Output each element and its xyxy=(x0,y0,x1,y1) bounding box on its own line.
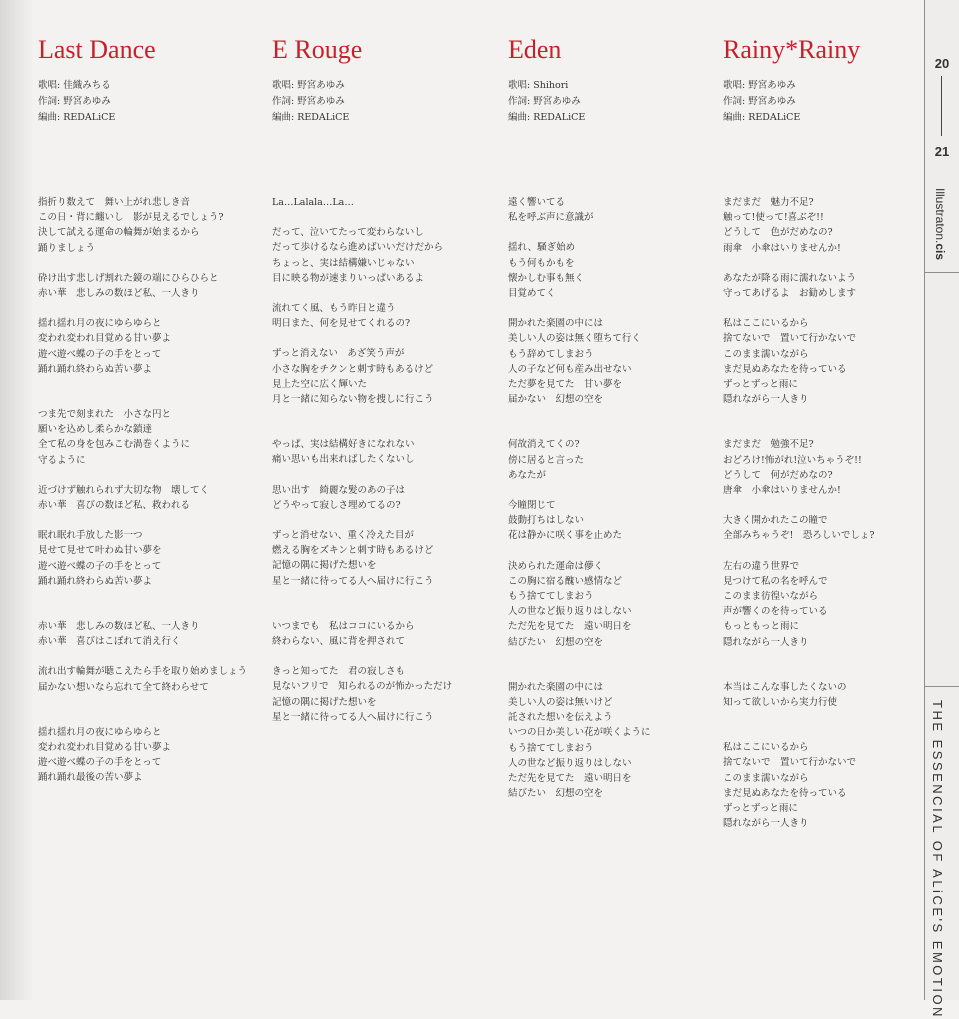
lyrics-stanza xyxy=(508,498,718,544)
lyric-line: 人の世など振り返りはしない xyxy=(508,757,632,769)
credit-line: 歌唱: 佳織みちる xyxy=(38,80,111,91)
lyric-line: ずっと消えない あざ笑う声が xyxy=(272,348,405,360)
lyrics-stanza xyxy=(38,725,248,786)
lyrics-stanza xyxy=(38,483,248,513)
credit-line: 歌唱: 野宮あゆみ xyxy=(723,80,796,91)
lyric-line: この胸に宿る醜い感情など xyxy=(508,575,623,587)
lyrics-stanza xyxy=(508,559,718,650)
lyric-line: 本当はこんな事したくないの xyxy=(723,681,847,693)
credit-line: 歌唱: 野宮あゆみ xyxy=(272,80,345,91)
page-number-left: 20 xyxy=(934,56,950,71)
lyric-line: 守るように xyxy=(38,454,86,466)
lyrics-stanza xyxy=(272,483,482,513)
lyrics-stanza xyxy=(508,316,718,407)
lyric-line: 見せて見せて叶わぬ甘い夢を xyxy=(38,545,162,557)
lyrics-stanza xyxy=(38,271,248,301)
lyrics-block xyxy=(38,195,248,786)
lyric-line: 捨てないで 置いて行かないで xyxy=(723,333,857,345)
credit-line: 作詞: 野宮あゆみ xyxy=(723,96,796,107)
lyric-line: ずっとずっと雨に xyxy=(723,379,798,391)
credit-line: 編曲: REDALiCE xyxy=(38,112,116,123)
credit-line: 編曲: REDALiCE xyxy=(508,112,586,123)
lyrics-stanza xyxy=(38,619,248,649)
song-credits xyxy=(38,78,248,138)
lyric-line: 遊べ遊べ蝶の子の手をとって xyxy=(38,348,162,360)
lyric-line: 指折り数えて 舞い上がれ悲しき音 xyxy=(38,197,191,208)
lyrics-stanza xyxy=(272,301,482,331)
lyric-line: 唐傘 小傘はいりませんか! xyxy=(723,485,841,497)
lyric-line: 星と一緒に待ってる人へ届けに行こう xyxy=(272,575,434,587)
song-title: Eden xyxy=(508,35,562,64)
lyric-line: まだまだ 勉強不足? xyxy=(723,439,814,451)
credit-line: 編曲: REDALiCE xyxy=(272,112,350,123)
lyrics-stanza xyxy=(723,271,933,301)
lyric-line: 私を呼ぶ声に意識が xyxy=(508,212,594,224)
lyric-line: ずっと消せない、重く冷えた目が xyxy=(272,530,414,542)
lyric-line: いつまでも 私はココにいるから xyxy=(272,620,415,632)
illustration-artist: cis xyxy=(933,243,947,261)
lyrics-stanza xyxy=(272,195,482,210)
lyric-line: まだまだ 魅力不足? xyxy=(723,197,814,208)
lyric-line: 私はここにいるから xyxy=(723,318,809,330)
lyric-line: 隠れながら一人きり xyxy=(723,818,809,830)
lyric-line: 変われ変われ目覚める甘い夢よ xyxy=(38,742,172,754)
lyric-line: 明日また、何を見せてくれるの? xyxy=(272,318,411,330)
lyric-line: 月と一緒に知らない物を捜しに行こう xyxy=(272,394,434,406)
lyrics-stanza xyxy=(272,528,482,589)
illustration-credit xyxy=(933,188,947,260)
lyric-line: 傍に居ると言った xyxy=(508,454,585,466)
lyric-line: 懐かしむ事も無く xyxy=(508,272,585,284)
lyric-line: もう辞めてしまおう xyxy=(508,348,594,360)
lyric-line: 鼓動打ちはしない xyxy=(508,515,585,527)
song-credits xyxy=(272,78,482,138)
lyrics-stanza xyxy=(723,437,933,498)
lyric-line: 捨てないで 置いて行かないで xyxy=(723,757,857,769)
lyrics-stanza xyxy=(508,240,718,301)
lyric-line: 砕け出す悲しげ割れた鏡の端にひらひらと xyxy=(38,272,219,284)
lyrics-block xyxy=(508,195,718,802)
lyric-line: 花は静かに咲く事を止めた xyxy=(508,530,623,542)
lyrics-stanza xyxy=(723,740,933,831)
lyric-line: 声が響くのを待っている xyxy=(723,606,828,618)
lyric-line: 痛い思いも出来ればしたくないし xyxy=(272,454,415,466)
lyric-line: 揺れ揺れ月の夜にゆらゆらと xyxy=(38,726,162,738)
credit-line: 作詞: 野宮あゆみ xyxy=(272,96,345,107)
lyric-line: 遊べ遊べ蝶の子の手をとって xyxy=(38,757,162,769)
lyric-line: 大きく開かれたこの瞳で xyxy=(723,515,828,527)
lyric-line: このまま濡いながら xyxy=(723,348,809,360)
lyric-line: 知って欲しいから実力行使 xyxy=(723,697,838,709)
side-strip xyxy=(924,0,959,1019)
lyric-line: 人の子など何も産み出せない xyxy=(508,363,632,375)
lyric-line: 流れてく風、もう昨日と違う xyxy=(272,303,396,315)
lyric-line: 触って!使って!喜ぶぞ!! xyxy=(723,212,824,224)
lyric-line: 目に映る物が速まりいっぱいあるよ xyxy=(272,272,425,284)
lyrics-stanza xyxy=(38,316,248,377)
lyric-line: 目覚めてく xyxy=(508,288,556,300)
credit-line: 作詞: 野宮あゆみ xyxy=(38,96,111,107)
song-column xyxy=(508,34,718,817)
lyric-line: 記憶の隅に掲げた想いを xyxy=(272,560,377,572)
lyric-line: 人の世など振り返りはしない xyxy=(508,606,632,618)
lyric-line: 全部みちゃうぞ! 恐ろしいでしょ? xyxy=(723,530,875,542)
lyric-line: だって、泣いてたって変わらないし xyxy=(272,227,424,239)
lyric-line: 託された想いを伝えよう xyxy=(508,712,613,724)
lyric-line: どうやって寂しさ埋めてるの? xyxy=(272,499,401,511)
lyrics-stanza xyxy=(508,680,718,802)
lyrics-block xyxy=(272,195,482,725)
lyric-line: 小さな胸をチクンと刺す時もあるけど xyxy=(272,363,434,375)
lyric-line: 踊れ踊れ終わらぬ苦い夢よ xyxy=(38,575,153,587)
lyric-line: 見つけて私の名を呼んで xyxy=(723,575,828,587)
lyric-line: このまま濡いながら xyxy=(723,772,809,784)
lyric-line: ただ先を見てた 遠い明日を xyxy=(508,773,632,785)
lyric-line: 隠れながら一人きり xyxy=(723,394,809,406)
lyric-line: 全て私の身を包みこむ渦巻くように xyxy=(38,439,191,451)
lyric-line: もっともっと雨に xyxy=(723,621,800,633)
lyric-line: 変われ変われ目覚める甘い夢よ xyxy=(38,333,172,345)
lyric-line: 決められた運命は儚く xyxy=(508,560,604,572)
lyric-line: 今瞳閉じて xyxy=(508,500,556,512)
lyric-line: 遠く響いてる xyxy=(508,197,566,208)
lyrics-stanza xyxy=(272,225,482,286)
lyric-line: La…Lalala…La… xyxy=(272,197,354,208)
series-title: THE ESSENCIAL OF ALiCE'S EMOTION xyxy=(930,700,945,1019)
lyrics-stanza xyxy=(272,346,482,407)
lyrics-stanza xyxy=(272,664,482,725)
lyric-line: やっぱ、実は結構好きになれない xyxy=(272,439,415,451)
lyrics-stanza xyxy=(38,664,248,694)
lyric-line: 左右の違う世界で xyxy=(723,560,800,572)
lyrics-stanza xyxy=(723,195,933,256)
lyric-line: あなたが xyxy=(508,469,547,481)
lyric-line: 踊れ踊れ最後の苦い夢よ xyxy=(38,772,143,784)
lyric-line: 赤い華 喜びはこぼれて消え行く xyxy=(38,636,181,648)
lyric-line: 燃える胸をズキンと刺す時もあるけど xyxy=(272,545,434,557)
lyric-line: 届かない想いなら忘れて全て終わらせて xyxy=(38,681,209,693)
song-column xyxy=(38,34,248,801)
lyrics-stanza xyxy=(723,680,933,710)
lyric-line: 守ってあげるよ お勧めします xyxy=(723,288,857,300)
lyrics-stanza xyxy=(723,316,933,407)
strip-divider xyxy=(925,686,959,687)
lyric-line: 流れ出す輪舞が聴こえたら手を取り始めましょう xyxy=(38,666,248,678)
lyric-line: まだ見ぬあなたを待っている xyxy=(723,363,847,375)
lyric-line: 見ないフリで 知られるのが怖かっただけ xyxy=(272,681,453,693)
lyric-line: 美しい人の姿は無いけど xyxy=(508,697,613,709)
lyrics-stanza xyxy=(38,195,248,256)
lyric-line: 届かない 幻想の空を xyxy=(508,394,604,406)
lyric-line: もう何もかもを xyxy=(508,257,575,269)
page-number-right: 21 xyxy=(934,144,950,159)
lyric-line: きっと知ってた 君の寂しさも xyxy=(272,666,406,678)
lyric-line: もう捨ててしまおう xyxy=(508,742,594,754)
lyric-line: 願いを込めし柔らかな鎖達 xyxy=(38,424,153,436)
lyric-line: ずっとずっと雨に xyxy=(723,803,798,815)
lyric-line: 結びたい 幻想の空を xyxy=(508,788,604,800)
lyric-line: 揺れ揺れ月の夜にゆらゆらと xyxy=(38,318,162,330)
lyric-line: 隠れながら一人きり xyxy=(723,636,809,648)
song-title: Rainy*Rainy xyxy=(723,35,861,64)
lyrics-stanza xyxy=(508,195,718,225)
lyrics-stanza xyxy=(38,528,248,589)
lyric-line: 何故消えてくの? xyxy=(508,439,580,451)
song-title: Last Dance xyxy=(38,35,156,64)
song-column xyxy=(272,34,482,740)
lyric-line: このまま彷徨いながら xyxy=(723,591,819,603)
lyric-line: 赤い華 悲しみの数ほど私、一人きり xyxy=(38,288,200,300)
lyric-line: ただ夢を見てた 甘い夢を xyxy=(508,379,623,391)
credit-line: 作詞: 野宮あゆみ xyxy=(508,96,581,107)
lyric-line: だって歩けるなら進めばいいだけだから xyxy=(272,242,444,254)
song-title: E Rouge xyxy=(272,35,363,64)
lyrics-stanza xyxy=(723,559,933,650)
lyric-line: 揺れ、騒ぎ始め xyxy=(508,242,576,254)
credit-line: 編曲: REDALiCE xyxy=(723,112,801,123)
lyric-line: 眠れ眠れ手放した影一つ xyxy=(38,530,143,542)
lyric-line: つま先で刻まれた 小さな円と xyxy=(38,409,172,421)
lyric-line: 星と一緒に待ってる人へ届けに行こう xyxy=(272,711,434,723)
lyric-line: いつの日か美しい花が咲くように xyxy=(508,727,651,739)
lyrics-stanza xyxy=(272,619,482,649)
lyric-line: 踊りましょう xyxy=(38,242,96,254)
lyric-line: まだ見ぬあなたを待っている xyxy=(723,787,847,799)
song-column xyxy=(723,34,933,847)
lyric-line: 開かれた楽園の中には xyxy=(508,318,604,330)
lyric-line: どうして 色がだめなの? xyxy=(723,227,833,239)
lyric-line: 赤い華 悲しみの数ほど私、一人きり xyxy=(38,621,200,633)
credit-line: 歌唱: Shihori xyxy=(508,80,569,91)
lyric-line: 思い出す 綺麗な髪のあの子は xyxy=(272,484,406,496)
lyric-line: 近づけず触れられず大切な物 壊してく xyxy=(38,484,210,496)
lyric-line: 見上た空に広く輝いた xyxy=(272,378,368,390)
lyrics-block xyxy=(723,195,933,832)
lyric-line: 終わらない、風に背を押されて xyxy=(272,636,406,648)
lyric-line: ちょっと、実は結構嫌いじゃない xyxy=(272,257,415,269)
page-number-divider xyxy=(941,76,942,136)
lyric-line: 決して試える運命の輪舞が始まるから xyxy=(38,227,200,239)
illustration-label: Illustraton. xyxy=(933,188,947,244)
song-credits xyxy=(723,78,933,138)
lyric-line: 赤い華 喜びの数ほど私、救われる xyxy=(38,500,191,512)
lyric-line: 私はここにいるから xyxy=(723,742,809,754)
strip-divider xyxy=(925,272,959,273)
lyric-line: 踊れ踊れ終わらぬ苦い夢よ xyxy=(38,363,153,375)
lyric-line: あなたが降る雨に濡れないよう xyxy=(723,272,857,284)
lyric-line: どうして 何がだめなの? xyxy=(723,469,833,481)
lyric-line: 遊べ遊べ蝶の子の手をとって xyxy=(38,560,162,572)
lyric-line: ただ先を見てた 遠い明日を xyxy=(508,621,632,633)
lyrics-stanza xyxy=(723,513,933,543)
lyrics-stanza xyxy=(38,407,248,468)
lyric-line: 美しい人の姿は無く堕ちて行く xyxy=(508,333,641,345)
lyric-line: 開かれた楽園の中には xyxy=(508,681,604,693)
lyrics-stanza xyxy=(272,437,482,467)
lyric-line: この日・背に纏いし 影が見えるでしょう? xyxy=(38,212,224,224)
lyric-line: 記憶の隅に掲げた想いを xyxy=(272,696,377,708)
lyric-line: 結びたい 幻想の空を xyxy=(508,636,604,648)
lyric-line: おどろけ!怖がれ!泣いちゃうぞ!! xyxy=(723,454,862,466)
lyric-line: 雨傘 小傘はいりませんか! xyxy=(723,242,841,254)
song-credits xyxy=(508,78,718,138)
lyric-line: もう捨ててしまおう xyxy=(508,591,594,603)
lyrics-stanza xyxy=(508,437,718,483)
